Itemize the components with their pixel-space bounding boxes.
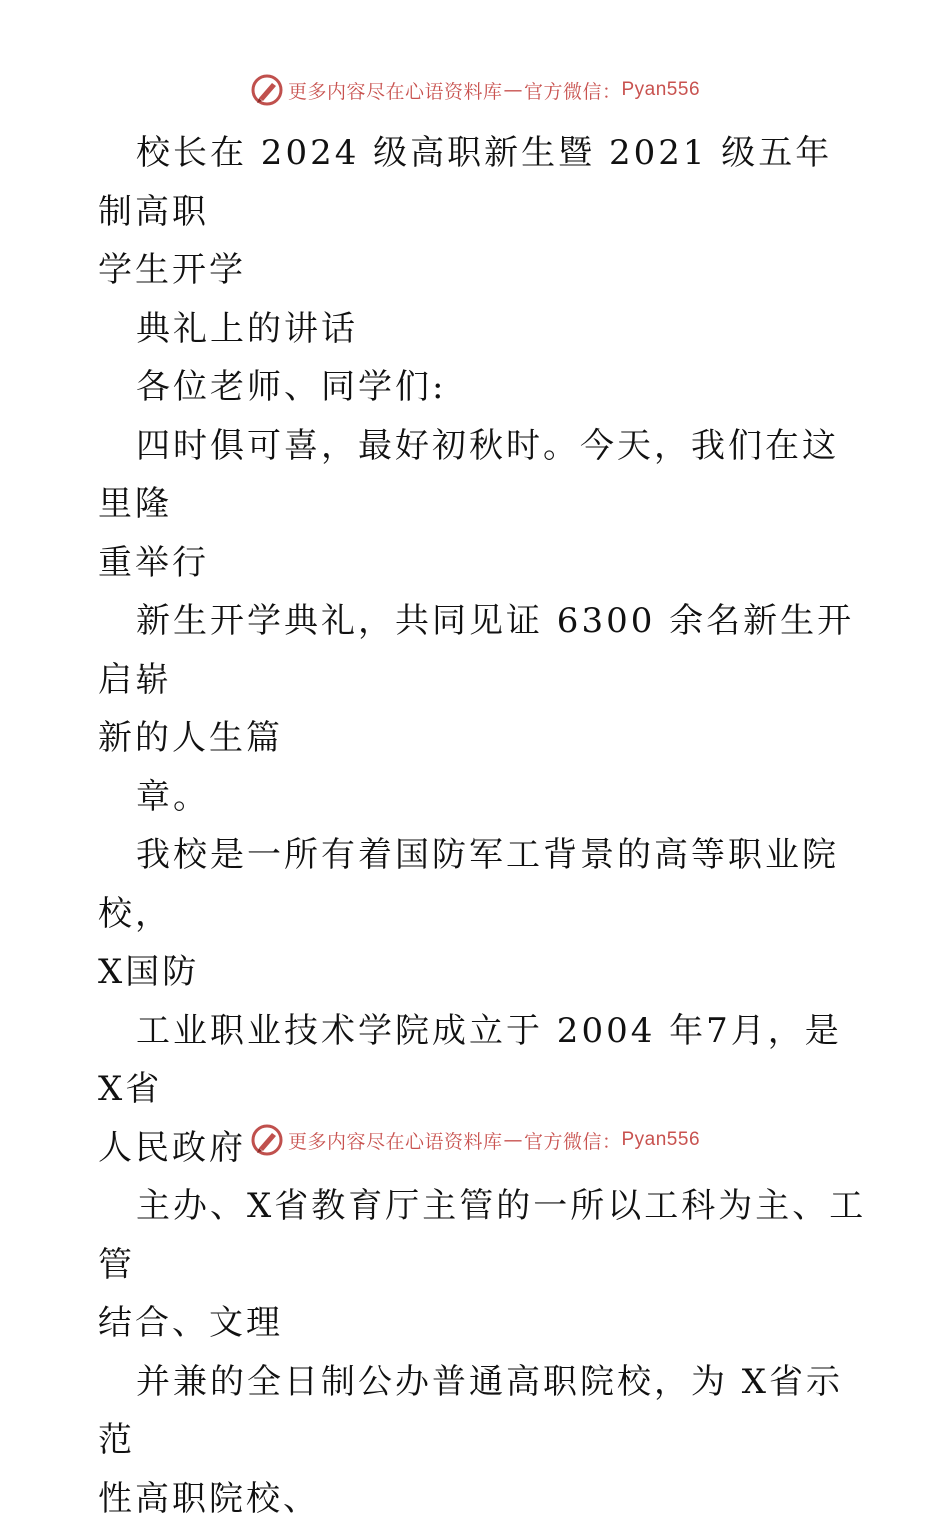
text-line: 主办、X省教育厅主管的一所以工科为主、工管 [98,1177,868,1294]
text-line: 我校是一所有着国防军工背景的高等职业院校， [98,826,868,943]
text-line: 结合、文理 [98,1294,868,1353]
watermark-site-text: 更多内容尽在心语资料库 [288,1127,503,1154]
document-body [98,124,868,1528]
text-line: 典礼上的讲话 [98,300,868,359]
watermark-dash: — [503,79,523,101]
watermark-footer [0,1122,950,1158]
watermark-wechat-label: 官方微信： [524,1127,622,1154]
watermark-dash: — [503,1129,523,1151]
text-line: 重举行 [98,534,868,593]
text-line: 新的人生篇 [98,709,868,768]
watermark-wechat-label: 官方微信： [524,77,622,104]
text-line: 新生开学典礼，共同见证 6300 余名新生开启崭 [98,592,868,709]
watermark-site-text: 更多内容尽在心语资料库 [288,77,503,104]
watermark-header [0,72,950,108]
pen-logo-icon [250,73,284,107]
text-line: X国防 [98,943,868,1002]
watermark-wechat-id: Pyan556 [622,79,701,101]
text-line: 四时俱可喜，最好初秋时。今天，我们在这里隆 [98,417,868,534]
text-line: 各位老师、同学们: [98,358,868,417]
text-line: 章。 [98,768,868,827]
watermark-wechat-id: Pyan556 [622,1129,701,1151]
text-line: 人民政府 [98,1119,868,1178]
text-line: 工业职业技术学院成立于 2004 年7月，是 X省 [98,1002,868,1119]
text-line: 并兼的全日制公办普通高职院校，为 X省示范 [98,1353,868,1470]
pen-logo-icon [250,1123,284,1157]
text-line: 学生开学 [98,241,868,300]
text-line: 校长在 2024 级高职新生暨 2021 级五年制高职 [98,124,868,241]
text-line: 性高职院校、 [98,1470,868,1528]
